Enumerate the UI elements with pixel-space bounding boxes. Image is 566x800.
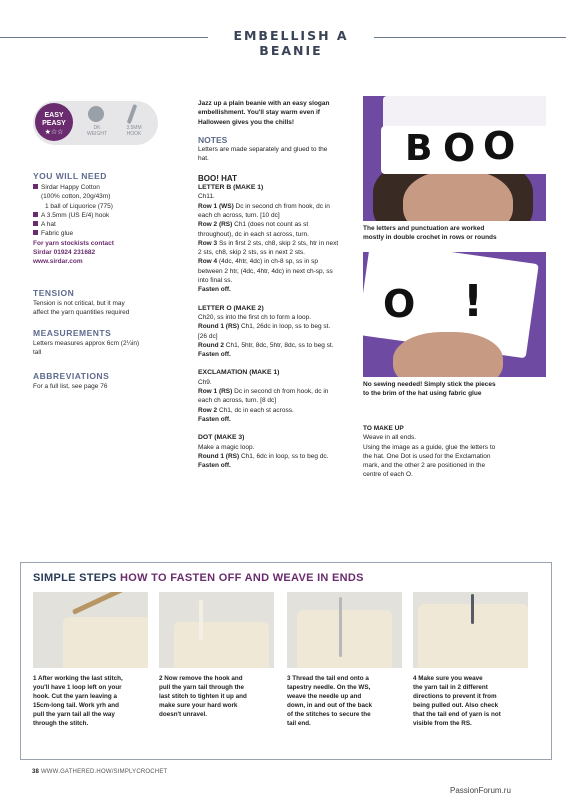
step-line: 4 Make sure you weave [413,675,483,682]
list-item: Sirdar Happy Cotton [33,183,183,192]
abbreviations-heading: ABBREVIATIONS [33,371,110,381]
measurements-heading: MEASUREMENTS [33,328,112,338]
step-line: you'll have 1 loop left on your [33,684,122,691]
pattern-line: each ch across, turn. [10 dc] [198,211,280,219]
letter-o-heading: LETTER O (MAKE 2) [198,304,264,312]
weight-label: DK WEIGHT [87,125,107,137]
intro-line: Jazz up a plain beanie with an easy slogan [198,100,330,107]
make-up-line: mark, and the other 2 are positioned in the [363,462,486,470]
pattern-line: Row 4 (4dc, 4htr, 4dc) in ch-8 sp, ss in sp [198,258,318,266]
yarn-ball-icon [88,106,104,122]
list-item: 1 ball of Liquorice (775) [45,202,113,210]
step-line: 15cm-long tail. Work yrh and [33,702,119,709]
hat-photo-front [363,96,546,221]
fasten-off: Fasten off. [198,415,231,423]
caption-line: mostly in double crochet in rows or rounds [363,234,497,242]
measurements-text [33,339,183,358]
pattern-line: Row 2 Ch1, dc in each st across. [198,406,294,414]
step-line: tapestry needle. On the WS, [287,684,371,691]
step-line: through the stitch. [33,720,89,727]
hat-photo-side [363,252,546,377]
stockists-website[interactable]: www.sirdar.com [33,258,83,266]
notes-heading: NOTES [198,134,228,145]
dot-heading: DOT (MAKE 3) [198,434,245,442]
measurements-line: Letters measures approx 6cm (2¼in) [33,340,140,347]
tension-line: affect the yarn quantities required [33,309,130,317]
stockists-line: For yarn stockists contact [33,239,114,247]
pattern-line: Make a magic loop. [198,443,255,451]
pattern-column [198,99,354,470]
intro-line: embellishment. You'll stay warm even if [198,109,320,117]
step-photo-3 [287,592,402,668]
step-line: being pulled out. Also check [413,702,499,709]
fasten-off: Fasten off. [198,286,231,294]
tension-heading: TENSION [33,288,75,298]
list-item: A hat [33,220,183,229]
step-line: pull the yarn tail all the way [33,711,115,718]
pattern-line: throughout), dc in each st across, turn. [198,230,309,238]
face [393,332,503,377]
step-photo-1 [33,592,148,668]
caption-line: The letters and punctuation are worked [363,225,485,232]
step-line: doesn't unravel. [159,711,208,718]
title-part-2: HOW TO FASTEN OFF AND WEAVE IN ENDS [116,572,364,584]
step-line: pull the yarn tail through the [159,684,245,691]
hook-label: 3.5MM HOOK [126,125,142,137]
step-text-2 [159,674,277,719]
make-up-line: Weave in all ends. [363,434,416,442]
make-up-line: Using the image as a guide, glue the letters to [363,443,496,451]
pattern-line: [26 dc] [198,332,218,340]
step-photo-2 [159,592,274,668]
crochet-swatch [297,610,392,668]
pattern-line: Row 1 (RS) Dc in second ch from hook, dc in [198,388,329,396]
tension-line: Tension is not critical, but it may [33,300,125,307]
pattern-line: Row 2 (RS) Ch1 (does not count as st [198,221,309,229]
rating-stars: ★☆☆ [44,129,64,136]
step-text-4 [413,674,531,728]
step-line: that the tail end of yarn is not [413,711,501,718]
pattern-line: Round 1 (RS) Ch1, 26dc in loop, ss to beg st. [198,323,331,331]
list-item: Fabric glue [33,229,183,238]
footer-url[interactable]: WWW.GATHERED.HOW/SIMPLYCROCHET [39,769,168,775]
skill-level-badge [35,103,73,141]
level-line2: PEASY [42,120,66,127]
pattern-line: Ch20, ss into the first ch to form a loop. [198,313,312,321]
step-line: directions to prevent it from [413,693,497,700]
list-item: A 3.5mm (US E/4) hook [33,211,183,220]
abbreviations-text[interactable]: For a full list, see page 76 [33,383,108,390]
pattern-line: Row 3 Ss in first 2 sts, ch8, skip 2 sts, htr in next [198,239,339,247]
list-item: (100% cotton, 20g/43m) [41,193,111,201]
step-line: tail end. [287,720,311,727]
step-line: weave the needle up and [287,693,362,700]
pattern-line: each ch across, turn. [8 dc] [198,397,277,405]
step-line: 3 Thread the tail end onto a [287,675,369,682]
letter-o: O [443,126,476,170]
tapestry-needle [339,597,342,657]
step-line: 1 After working the last stitch, [33,675,123,682]
letter-o: O [383,282,416,326]
step-text-3 [287,674,405,728]
exclamation-heading: EXCLAMATION (MAKE 1) [198,369,280,377]
caption-line: to the brim of the hat using fabric glue [363,390,482,398]
title-part-1: SIMPLE STEPS [33,572,117,584]
page-section-title: EMBELLISH A BEANIE [233,28,349,58]
notes-line: Letters are made separately and glued to the [198,146,328,154]
make-up-line: centre of each O. [363,471,413,479]
pattern-line: between 2 htr, (4dc, 4htr, 4dc) in next ch-sp, ss [198,267,333,275]
step-line: of the stitches to secure the [287,711,371,718]
make-up-section [363,424,535,480]
stockists-phone: Sirdar 01924 231682 [33,249,96,257]
step-line: hook. Cut the yarn leaving a [33,693,117,700]
fasten-off: Fasten off. [198,462,231,470]
step-line: down, in and out of the back [287,702,373,709]
header-rule-right [374,37,566,38]
pattern-line: Round 2 Ch1, 5htr, 8dc, 5htr, 8dc, ss to beg st. [198,341,334,349]
crochet-hook [72,592,147,615]
step-line: visible from the RS. [413,720,472,727]
step-line: last stitch to tighten it up and [159,693,247,700]
materials-list [33,183,183,267]
face [403,170,513,221]
step-line: the yarn tail in 2 different [413,684,488,691]
fasten-off: Fasten off. [198,351,231,359]
pattern-line: Row 1 (WS) Dc in second ch from hook, dc in [198,202,330,210]
photo-caption-2 [363,380,538,399]
caption-line: No sewing needed! Simply stick the pieces [363,381,496,388]
crochet-swatch [174,622,269,668]
make-up-line: the hat. One Dot is used for the Exclamation [363,452,491,460]
step-line: make sure your hard work [159,702,238,709]
crochet-swatch [63,617,148,668]
step-photo-4 [413,592,528,668]
step-line: 2 Now remove the hook and [159,675,243,682]
you-will-need-heading: YOU WILL NEED [33,171,107,181]
notes-line: hat. [198,155,209,163]
pattern-line: Round 1 (RS) Ch1, 6dc in loop, ss to beg dc. [198,452,329,460]
letter-o: O [483,124,516,168]
letter-b-heading: LETTER B (MAKE 1) [198,184,264,192]
simple-steps-title [33,572,364,584]
difficulty-badge [33,101,163,145]
page-footer [32,769,167,775]
watermark: PassionForum.ru [450,786,511,795]
step-text-1 [33,674,151,728]
exclamation-mark: ! [463,276,484,327]
yarn-tail [199,600,203,640]
pattern-line: Ch9. [198,378,212,386]
make-up-heading: TO MAKE UP [363,425,404,432]
header-rule-left [0,37,208,38]
photo-caption-1 [363,224,538,243]
level-line1: EASY [44,112,64,119]
measurements-line: tall [33,349,42,357]
pattern-line: into final ss. [198,277,233,285]
tapestry-needle [471,594,474,624]
tension-text [33,299,183,318]
page-number: 38 [32,769,40,775]
pattern-line: 2 sts, ch8, skip 2 sts, ss in next 2 sts. [198,249,305,257]
intro-line: Halloween gives you the chills! [198,118,295,126]
letter-b: B [405,128,433,169]
pattern-line: Ch11. [198,193,215,201]
boo-hat-heading: BOO! HAT [198,173,237,183]
